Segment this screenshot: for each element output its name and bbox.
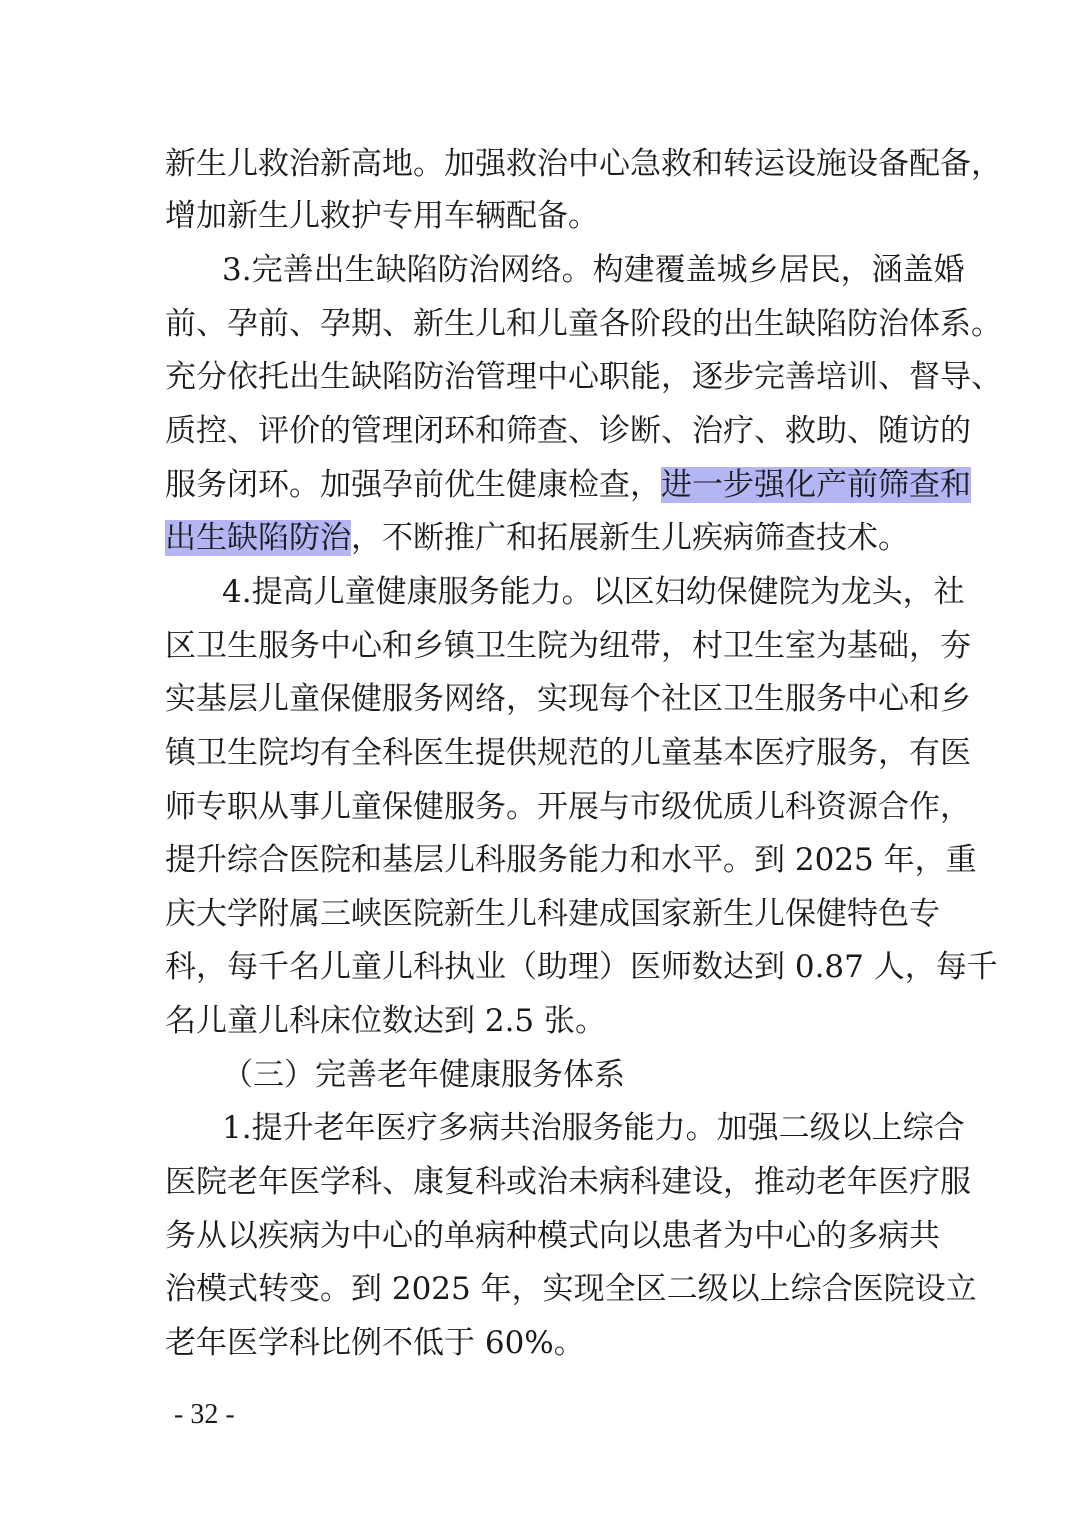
paragraph-4-line-4: 治模式转变。到 2025 年，实现全区二级以上综合医院设立	[165, 1271, 977, 1307]
paragraph-4-line-3: 务从以疾病为中心的单病种模式向以患者为中心的多病共	[165, 1218, 940, 1254]
paragraph-4-line-1: 1.提升老年医疗多病共治服务能力。加强二级以上综合	[222, 1110, 965, 1146]
paragraph-1-line-1: 新生儿救治新高地。加强救治中心急救和转运设施设备配备，	[165, 146, 1002, 182]
paragraph-3-line-8: 科，每千名儿童儿科执业（助理）医师数达到 0.87 人，每千	[165, 949, 998, 985]
paragraph-2-line-6	[165, 518, 911, 558]
paragraph-2-line-5-text: 服务闭环。加强孕前优生健康检查，	[165, 467, 661, 503]
page-number: - 32 -	[174, 1399, 235, 1430]
paragraph-2-line-3: 充分依托出生缺陷防治管理中心职能，逐步完善培训、督导、	[165, 359, 1002, 395]
paragraph-3-line-5: 师专职从事儿童保健服务。开展与市级优质儿科资源合作，	[165, 789, 971, 825]
paragraph-4-line-2: 医院老年医学科、康复科或治未病科建设，推动老年医疗服	[165, 1164, 971, 1200]
paragraph-3-line-2: 区卫生服务中心和乡镇卫生院为纽带，村卫生室为基础，夯	[165, 628, 971, 664]
paragraph-2-line-5	[165, 465, 971, 505]
paragraph-3-line-7: 庆大学附属三峡医院新生儿科建成国家新生儿保健特色专	[165, 896, 940, 932]
highlighted-text: 进一步强化产前筛查和	[661, 467, 971, 503]
paragraph-3-line-1: 4.提高儿童健康服务能力。以区妇幼保健院为龙头，社	[222, 574, 965, 610]
section-heading: （三）完善老年健康服务体系	[222, 1057, 625, 1093]
paragraph-3-line-6: 提升综合医院和基层儿科服务能力和水平。到 2025 年，重	[165, 842, 977, 878]
paragraph-3-line-3: 实基层儿童保健服务网络，实现每个社区卫生服务中心和乡	[165, 681, 971, 717]
paragraph-1-line-2: 增加新生儿救护专用车辆配备。	[165, 198, 599, 234]
paragraph-2-line-1: 3.完善出生缺陷防治网络。构建覆盖城乡居民，涵盖婚	[222, 252, 965, 288]
paragraph-2-line-6-text: ，不断推广和拓展新生儿疾病筛查技术。	[351, 520, 909, 556]
paragraph-2-line-2: 前、孕前、孕期、新生儿和儿童各阶段的出生缺陷防治体系。	[165, 306, 1002, 342]
paragraph-3-line-9: 名儿童儿科床位数达到 2.5 张。	[165, 1003, 607, 1039]
highlighted-text: 出生缺陷防治	[165, 520, 351, 556]
paragraph-4-line-5: 老年医学科比例不低于 60%。	[165, 1325, 585, 1361]
paragraph-2-line-4: 质控、评价的管理闭环和筛查、诊断、治疗、救助、随访的	[165, 413, 971, 449]
paragraph-3-line-4: 镇卫生院均有全科医生提供规范的儿童基本医疗服务，有医	[165, 735, 971, 771]
